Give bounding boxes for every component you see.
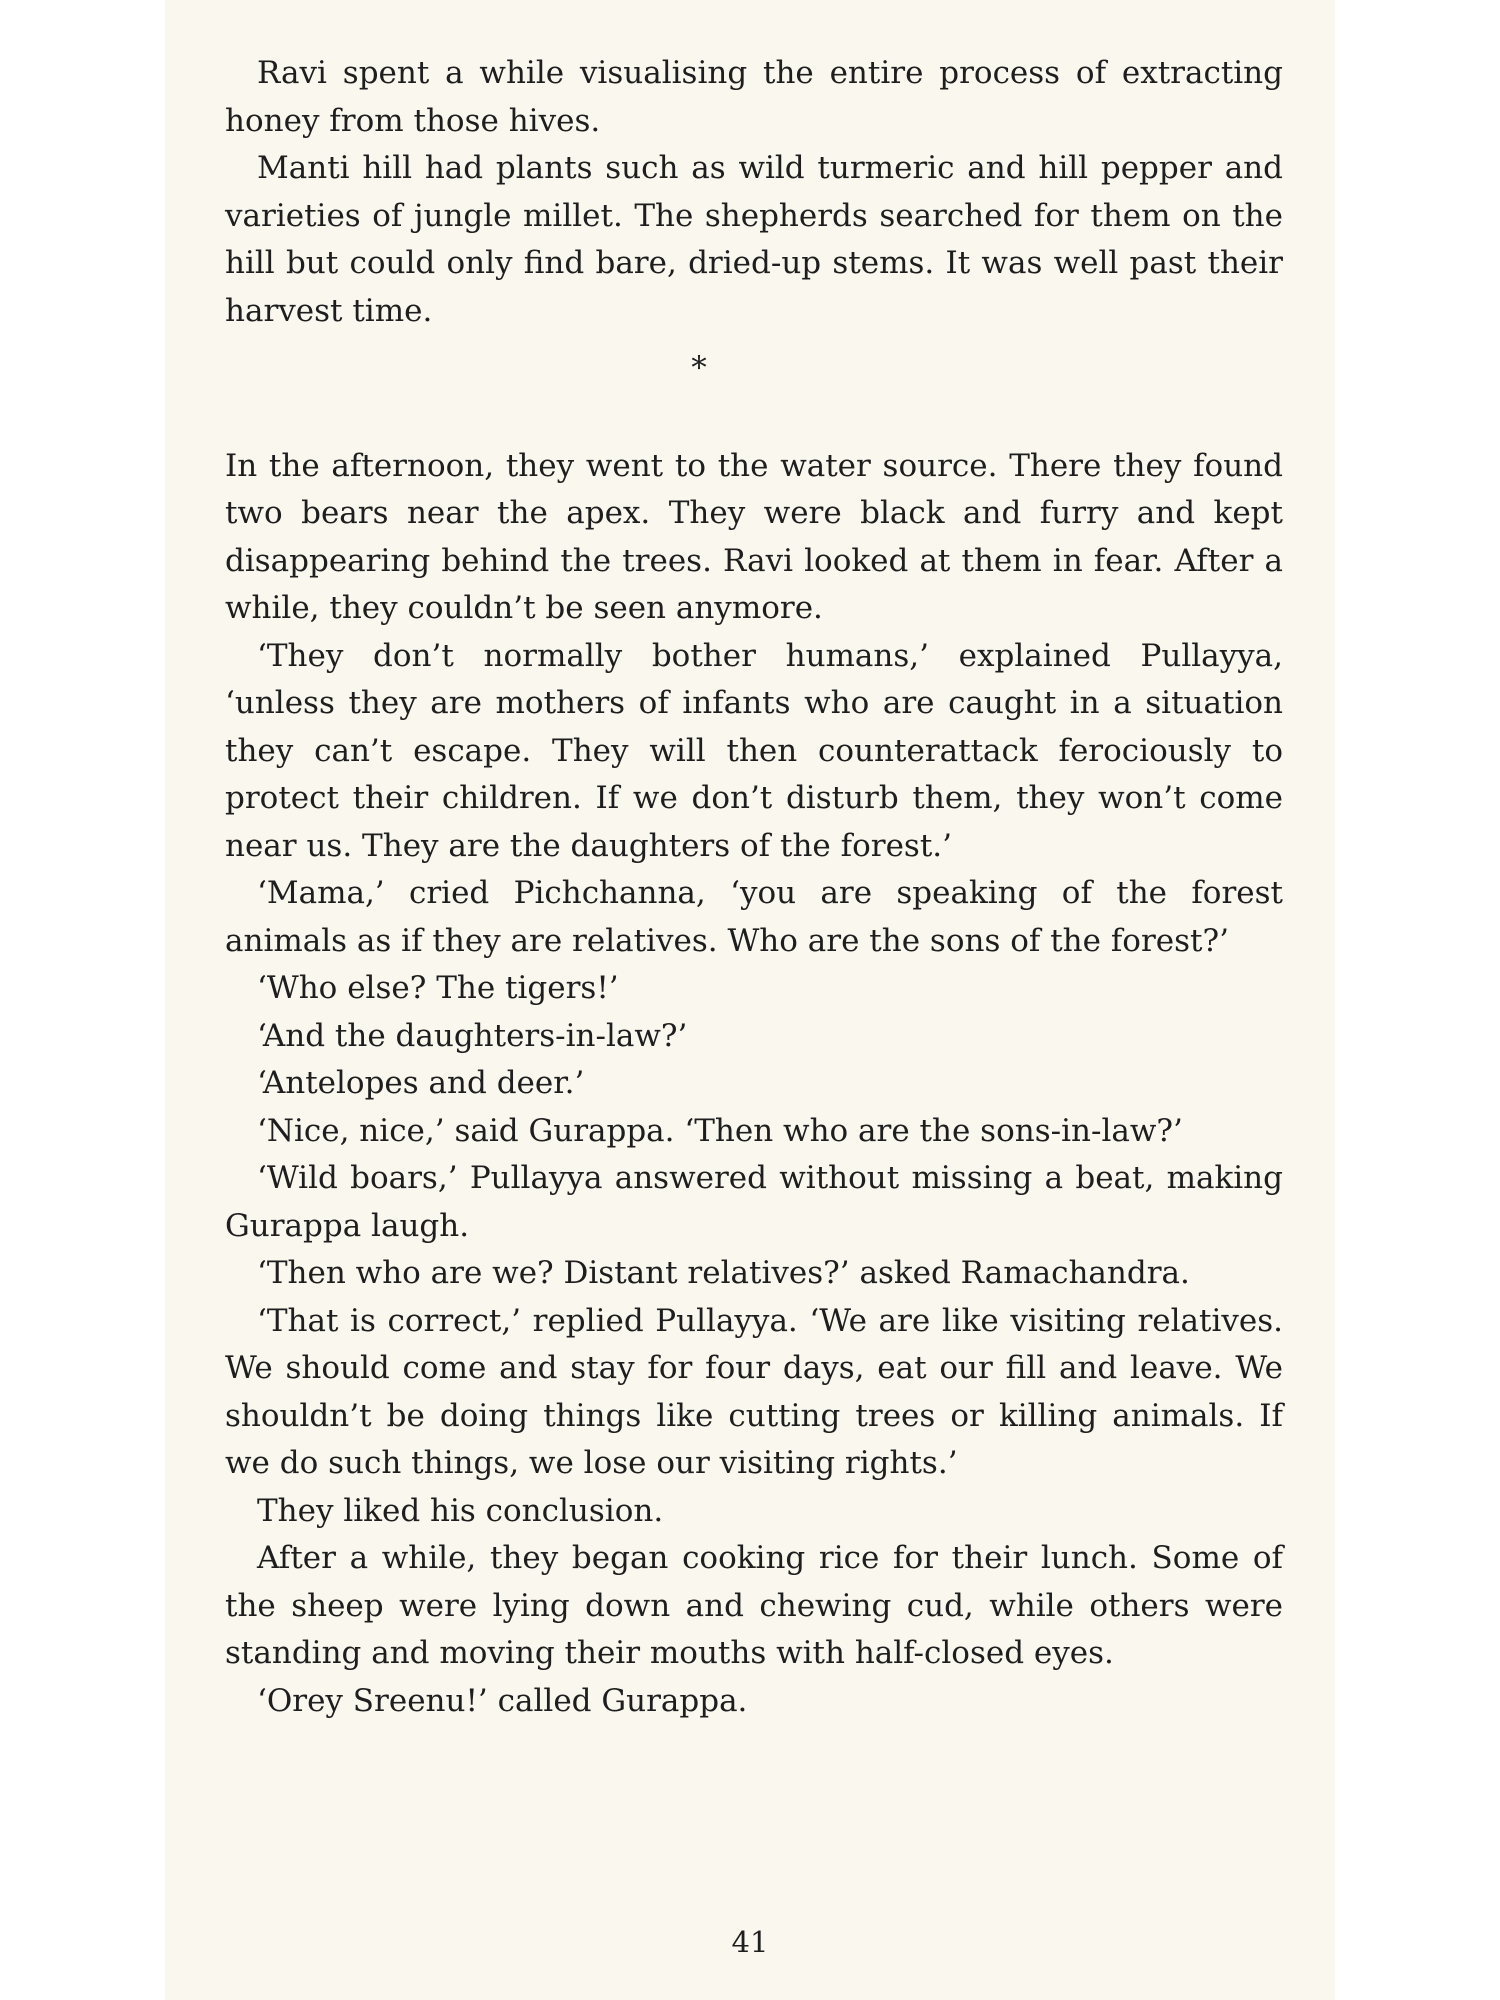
scene-break-asterisk: * [691, 350, 707, 386]
paragraph-visiting-relatives: ‘That is correct,’ replied Pullayya. ‘We are like visiting relatives. We should come and stay for four days, eat our fill and leave. We shouldn’t be doing things like cutting trees or killing animals. If we do such things, we lose our visiting rights.’ [225, 1302, 1283, 1481]
paragraph-tigers: ‘Who else? The tigers!’ [257, 970, 619, 1006]
paragraph-daughters-in-law: ‘And the daughters-in-law?’ [257, 1017, 688, 1054]
paragraph-antelopes: ‘Antelopes and deer.’ [257, 1065, 585, 1101]
paragraph-lunch: After a while, they began cooking rice for their lunch. Some of the sheep were lying down and chewing cud, while others were standing and moving their mouths with half-closed eyes. [225, 1540, 1283, 1671]
paragraph-mama: ‘Mama,’ cried Pichchanna, ‘you are speaking of the forest animals as if they are relatives. Who are the sons of the forest?’ [225, 875, 1283, 959]
paragraph-honey: Ravi spent a while visualising the entire process of extracting honey from those hives. [225, 55, 1283, 139]
paragraph-orey-sreenu: ‘Orey Sreenu!’ called Gurappa. [257, 1682, 748, 1719]
paragraph-conclusion: They liked his conclusion. [257, 1492, 664, 1529]
paragraph-sons-in-law: ‘Nice, nice,’ said Gurappa. ‘Then who are the sons-in-law?’ [257, 1112, 1183, 1149]
paragraph-afternoon: In the afternoon, they went to the water source. There they found two bears near the apex. They were black and furry and kept disappearing behind the trees. Ravi looked at them in fear. After a while, they couldn’t be seen anymore. [225, 447, 1283, 626]
paragraph-dont-bother: ‘They don’t normally bother humans,’ explained Pullayya, ‘unless they are mothers of infants who are caught in a situation they can’t escape. They will then counterattack ferociously to protect their children. If we don’t disturb them, they won’t come near us. They are the daughters of the forest.’ [225, 637, 1283, 864]
page-number: 41 [731, 1925, 769, 1959]
book-page [165, 0, 1335, 2000]
paragraph-wild-boars: ‘Wild boars,’ Pullayya answered without missing a beat, making Gurappa laugh. [225, 1160, 1283, 1244]
page-body-text [225, 50, 1283, 1725]
paragraph-manti-hill: Manti hill had plants such as wild turmeric and hill pepper and varieties of jungle millet. The shepherds searched for them on the hill but could only find bare, dried-up stems. It was well past their harvest time. [225, 150, 1283, 329]
paragraph-distant-relatives: ‘Then who are we? Distant relatives?’ asked Ramachandra. [257, 1255, 1190, 1291]
